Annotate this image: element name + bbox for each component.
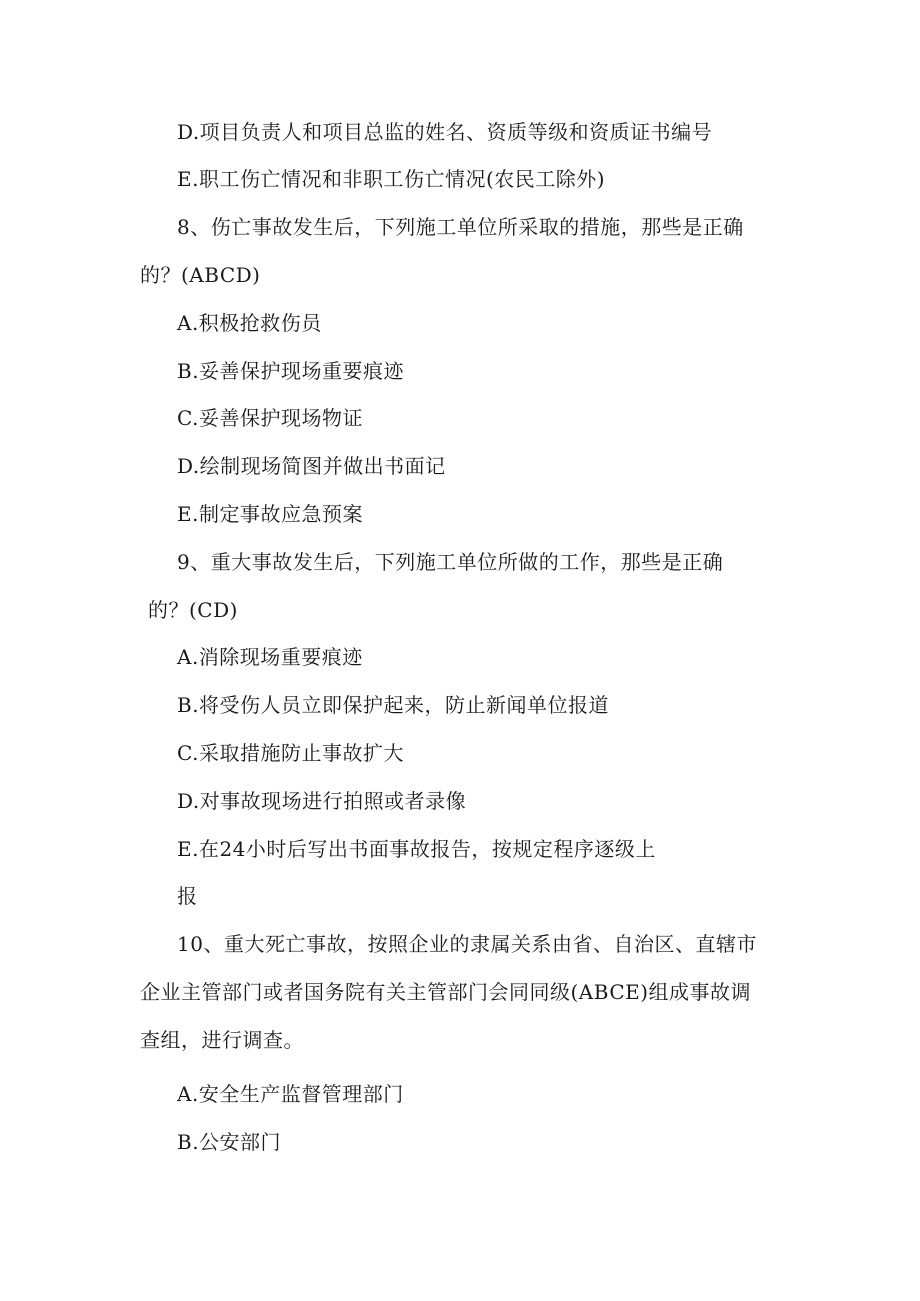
option-10a: A.安全生产监督管理部门 [177, 1082, 404, 1106]
question-10-line-2: 企业主管部门或者国务院有关主管部门会同同级(ABCE)组成事故调 [140, 980, 752, 1004]
option-8a: A.积极抢救伤员 [177, 311, 322, 335]
option-9e-line-2: 报 [177, 884, 198, 908]
question-9-line-2: 的？(CD) [148, 598, 238, 622]
option-10b: B.公安部门 [177, 1130, 282, 1154]
option-9b: B.将受伤人员立即保护起来，防止新闻单位报道 [177, 693, 610, 717]
option-8e: E.制定事故应急预案 [177, 502, 363, 526]
option-7d: D.项目负责人和项目总监的姓名、资质等级和资质证书编号 [177, 120, 713, 144]
question-10-line-3: 查组，进行调查。 [140, 1028, 304, 1052]
option-9c: C.采取措施防止事故扩大 [177, 741, 404, 765]
option-9e-line-1: E.在24小时后写出书面事故报告，按规定程序逐级上 [177, 837, 656, 861]
question-8-line-2: 的？(ABCD) [140, 263, 261, 287]
option-7e: E.职工伤亡情况和非职工伤亡情况(农民工除外) [177, 167, 606, 191]
question-10-line-1: 10、重大死亡事故，按照企业的隶属关系由省、自治区、直辖市 [177, 932, 757, 956]
option-8b: B.妥善保护现场重要痕迹 [177, 359, 405, 383]
question-9-line-1: 9、重大事故发生后，下列施工单位所做的工作，那些是正确 [177, 550, 724, 574]
option-8c: C.妥善保护现场物证 [177, 406, 363, 430]
option-8d: D.绘制现场简图并做出书面记 [177, 454, 446, 478]
option-9d: D.对事故现场进行拍照或者录像 [177, 789, 467, 813]
question-8-line-1: 8、伤亡事故发生后，下列施工单位所采取的措施，那些是正确 [177, 215, 744, 239]
option-9a: A.消除现场重要痕迹 [177, 645, 363, 669]
